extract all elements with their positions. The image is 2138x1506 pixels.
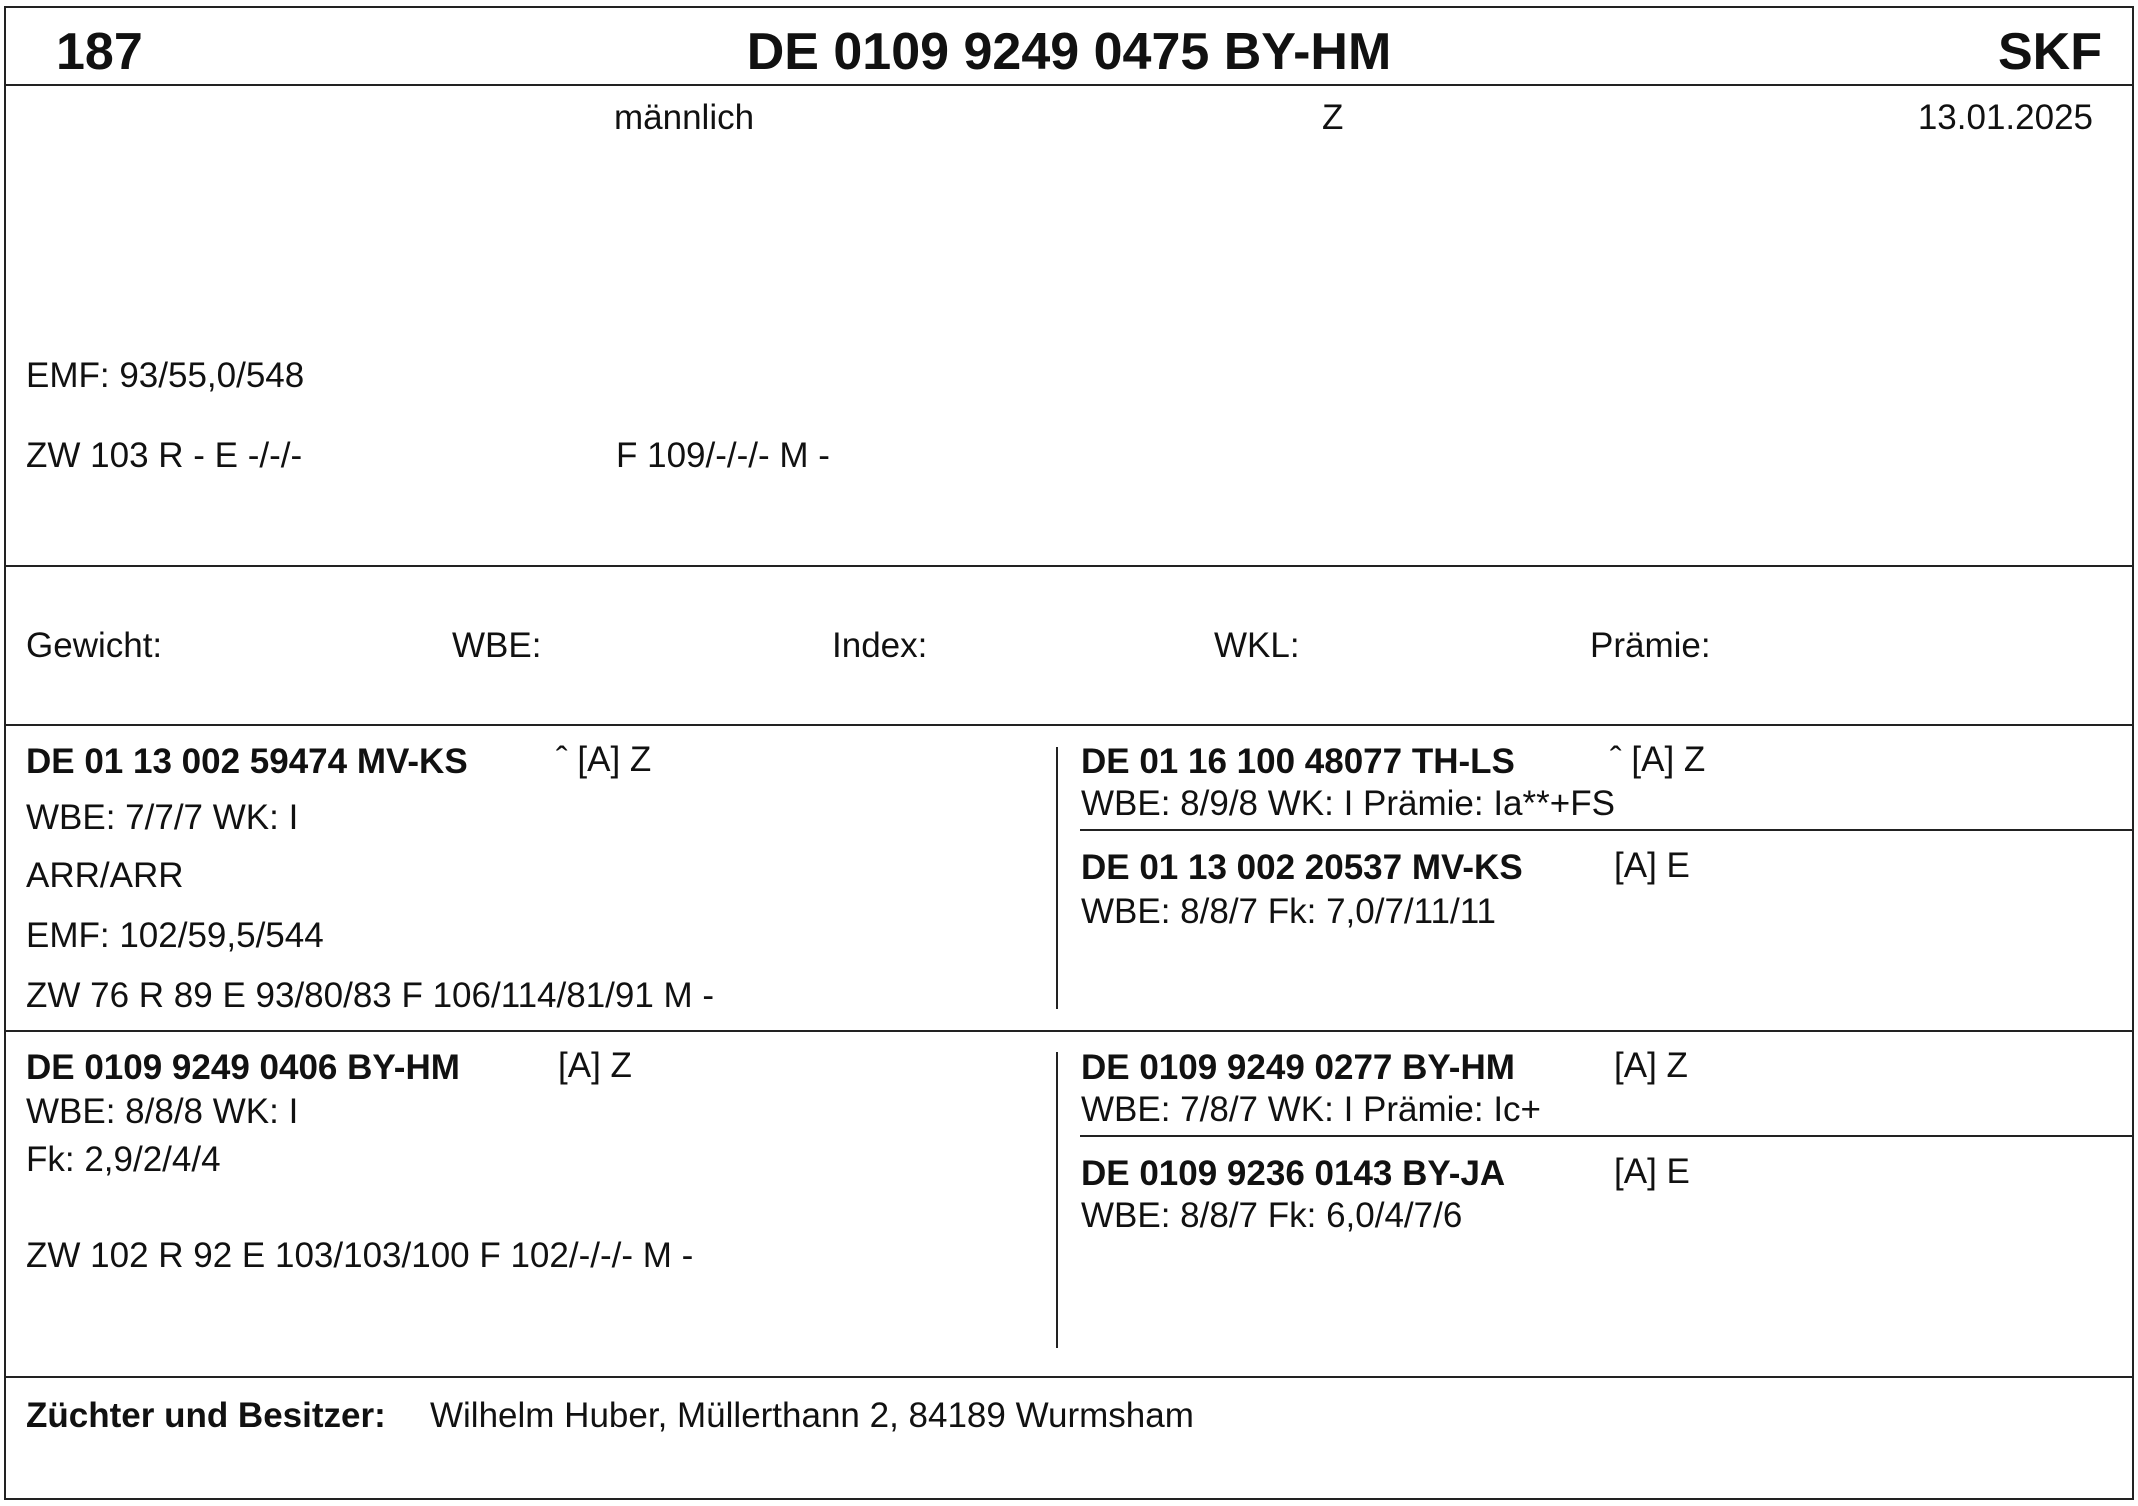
sire-dam-tags: [A] E xyxy=(1614,846,1690,885)
divider-dam-grandparents xyxy=(1080,1135,2134,1137)
zw-line: ZW 103 R - E -/-/- xyxy=(26,436,303,475)
sire-zw: ZW 76 R 89 E 93/80/83 F 106/114/81/91 M - xyxy=(26,976,715,1015)
praemie-label: Prämie: xyxy=(1590,626,1711,665)
dam-sire-tags: [A] Z xyxy=(1614,1046,1688,1085)
breeder-label: Züchter und Besitzer: xyxy=(26,1396,386,1435)
animal-id: DE 0109 9249 0475 BY-HM xyxy=(746,23,1392,81)
dam-wbe: WBE: 8/8/8 WK: I xyxy=(26,1092,299,1131)
sire-genotype: ARR/ARR xyxy=(26,856,184,895)
f-line: F 109/-/-/- M - xyxy=(616,436,830,475)
sire-dam-name: DE 01 13 002 20537 MV-KS xyxy=(1081,848,1523,887)
emf-value: EMF: 93/55,0/548 xyxy=(26,356,305,395)
divider-dam-column xyxy=(1056,1052,1058,1348)
sire-wbe: WBE: 7/7/7 WK: I xyxy=(26,798,299,837)
sire-sire-line: WBE: 8/9/8 WK: I Prämie: Ia**+FS xyxy=(1081,784,1615,823)
dam-dam-line: WBE: 8/8/7 Fk: 6,0/4/7/6 xyxy=(1081,1196,1463,1235)
mark: Z xyxy=(1322,98,1344,137)
index-label: Index: xyxy=(832,626,928,665)
divider-header xyxy=(4,84,2134,86)
wkl-label: WKL: xyxy=(1214,626,1300,665)
dam-fk: Fk: 2,9/2/4/4 xyxy=(26,1140,221,1179)
dam-name: DE 0109 9249 0406 BY-HM xyxy=(26,1048,460,1087)
sire-tags: ˆ [A] Z xyxy=(556,740,652,779)
sire-sire-tags: ˆ [A] Z xyxy=(1610,740,1706,779)
weight-label: Gewicht: xyxy=(26,626,163,665)
catalog-number: 187 xyxy=(56,23,143,81)
dam-tags: [A] Z xyxy=(558,1046,632,1085)
divider-info xyxy=(4,565,2134,567)
date: 13.01.2025 xyxy=(1917,98,2093,137)
divider-evaluation xyxy=(4,724,2134,726)
divider-sire-section xyxy=(4,1030,2134,1032)
divider-sire-grandparents xyxy=(1080,829,2134,831)
dam-dam-tags: [A] E xyxy=(1614,1152,1690,1191)
dam-sire-line: WBE: 7/8/7 WK: I Prämie: Ic+ xyxy=(1081,1090,1541,1129)
divider-sire-column xyxy=(1056,747,1058,1009)
dam-dam-name: DE 0109 9236 0143 BY-JA xyxy=(1081,1154,1506,1193)
dam-zw: ZW 102 R 92 E 103/103/100 F 102/-/-/- M - xyxy=(26,1236,694,1275)
wbe-label: WBE: xyxy=(452,626,542,665)
sex: männlich xyxy=(614,98,755,137)
sire-name: DE 01 13 002 59474 MV-KS xyxy=(26,742,468,781)
breed-code: SKF xyxy=(1998,23,2102,81)
dam-sire-name: DE 0109 9249 0277 BY-HM xyxy=(1081,1048,1515,1087)
breeder-value: Wilhelm Huber, Müllerthann 2, 84189 Wurmsham xyxy=(430,1396,1194,1435)
sire-sire-name: DE 01 16 100 48077 TH-LS xyxy=(1081,742,1515,781)
sire-emf: EMF: 102/59,5/544 xyxy=(26,916,324,955)
sire-dam-line: WBE: 8/8/7 Fk: 7,0/7/11/11 xyxy=(1081,892,1497,931)
divider-dam-section xyxy=(4,1376,2134,1378)
